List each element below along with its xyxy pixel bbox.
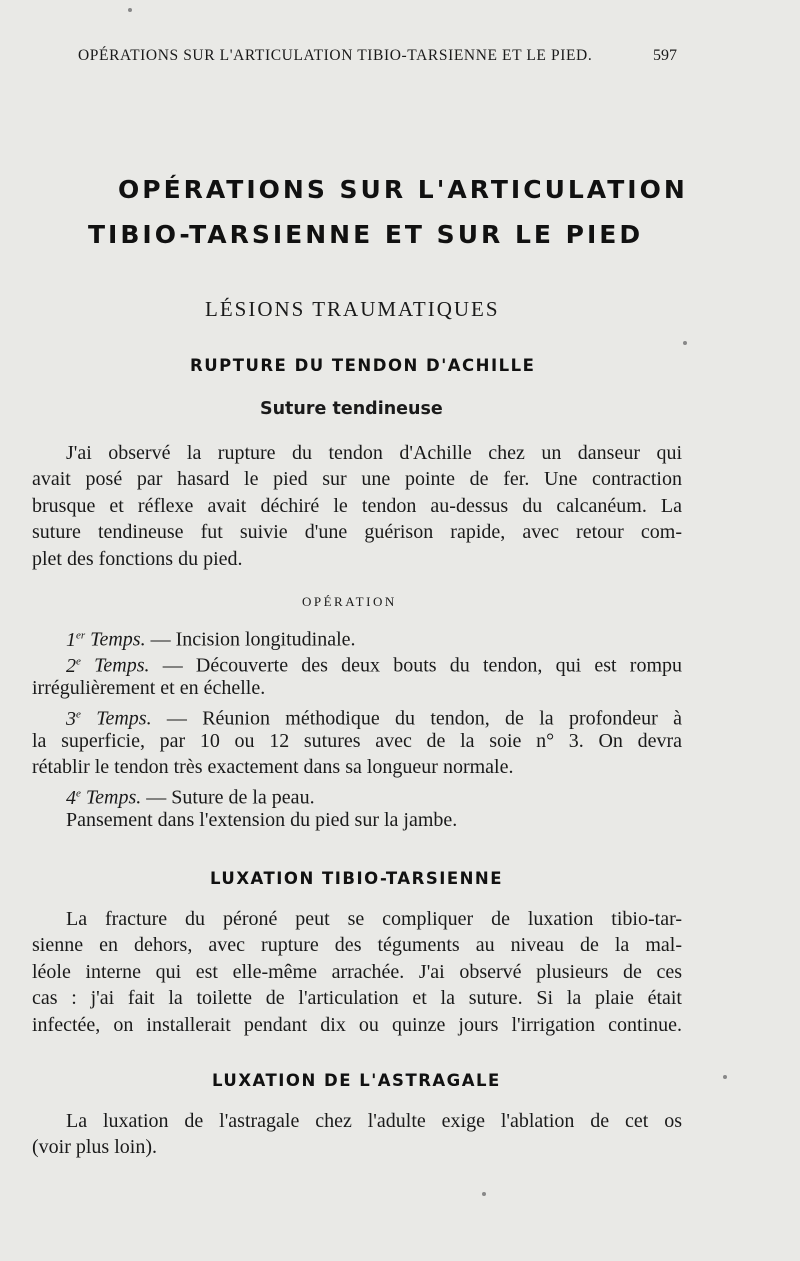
section-heading: LÉSIONS TRAUMATIQUES	[205, 297, 500, 321]
ink-speck	[683, 341, 687, 345]
step-2	[32, 648, 683, 678]
step-label: Temps.	[90, 628, 146, 651]
operation-steps	[32, 622, 682, 833]
luxation-tibio-paragraph	[32, 906, 682, 1038]
text-line: suture tendineuse fut suivie d'une guérison rapide, avec retour com-	[32, 521, 682, 544]
text-line: rétablir le tendon très exactement dans sa longueur normale.	[32, 755, 514, 778]
text-line: sienne en dehors, avec rupture des téguments au niveau de la mal-	[32, 934, 682, 957]
luxation-astragale-heading: LUXATION DE L'ASTRAGALE	[212, 1071, 501, 1090]
rupture-heading: RUPTURE DU TENDON D'ACHILLE	[190, 356, 536, 375]
text-line: la superficie, par 10 ou 12 sutures avec de la soie n° 3. On devra	[32, 729, 682, 752]
step-text: — Découverte des deux bouts du tendon, qui est rompu	[162, 655, 683, 678]
luxation-astragale-paragraph	[32, 1108, 682, 1161]
running-head: OPÉRATIONS SUR L'ARTICULATION TIBIO-TARSIENNE ET LE PIED.	[78, 47, 593, 64]
step-number: 3e	[66, 707, 81, 730]
text-line: irrégulièrement et en échelle.	[32, 676, 266, 699]
text-line: La fracture du péroné peut se compliquer de luxation tibio-tar-	[66, 908, 682, 930]
text-line: infectée, on installerait pendant dix ou quinze jours l'irrigation continue.	[32, 1013, 682, 1036]
text-line: brusque et réflexe avait déchiré le tendon au-dessus du calcanéum. La	[32, 494, 682, 517]
ink-speck	[482, 1192, 486, 1196]
suture-subheading: Suture tendineuse	[260, 399, 443, 419]
step-label: Temps.	[85, 787, 142, 809]
luxation-tibio-heading: LUXATION TIBIO-TARSIENNE	[210, 869, 504, 888]
chapter-title-line-2: TIBIO-TARSIENNE ET SUR LE PIED	[88, 220, 644, 249]
page-number: 597	[653, 47, 677, 64]
text-line: La luxation de l'astragale chez l'adulte exige l'ablation de cet os	[66, 1110, 682, 1132]
text-line: avait posé par hasard le pied sur une pointe de fer. Une contraction	[32, 468, 682, 491]
operation-heading: OPÉRATION	[302, 594, 397, 609]
text-line: cas : j'ai fait la toilette de l'articulation et la suture. Si la plaie était	[32, 987, 682, 1010]
step-number: 2e	[66, 655, 81, 678]
step-1	[32, 622, 682, 651]
step-text: — Suture de la peau.	[146, 787, 315, 809]
ink-speck	[128, 8, 132, 12]
text-line: léole interne qui est elle-même arrachée. J'ai observé plusieurs de ces	[32, 960, 682, 983]
step-text: — Incision longitudinale.	[150, 628, 356, 651]
text-line: plet des fonctions du pied.	[32, 547, 243, 570]
dressing-text: Pansement dans l'extension du pied sur la jambe.	[66, 808, 458, 831]
step-number: 4e	[66, 787, 81, 809]
rupture-paragraph	[32, 440, 682, 572]
text-line: (voir plus loin).	[32, 1136, 157, 1159]
step-label: Temps.	[94, 655, 150, 678]
step-text: — Réunion méthodique du tendon, de la profondeur à	[166, 707, 683, 730]
step-4	[32, 780, 682, 809]
text-line: J'ai observé la rupture du tendon d'Achille chez un danseur qui	[66, 442, 682, 464]
step-number: 1er	[66, 628, 86, 651]
chapter-title-line-1: OPÉRATIONS SUR L'ARTICULATION	[118, 175, 688, 204]
ink-speck	[723, 1075, 727, 1079]
step-label: Temps.	[96, 707, 152, 730]
step-3	[32, 701, 683, 730]
